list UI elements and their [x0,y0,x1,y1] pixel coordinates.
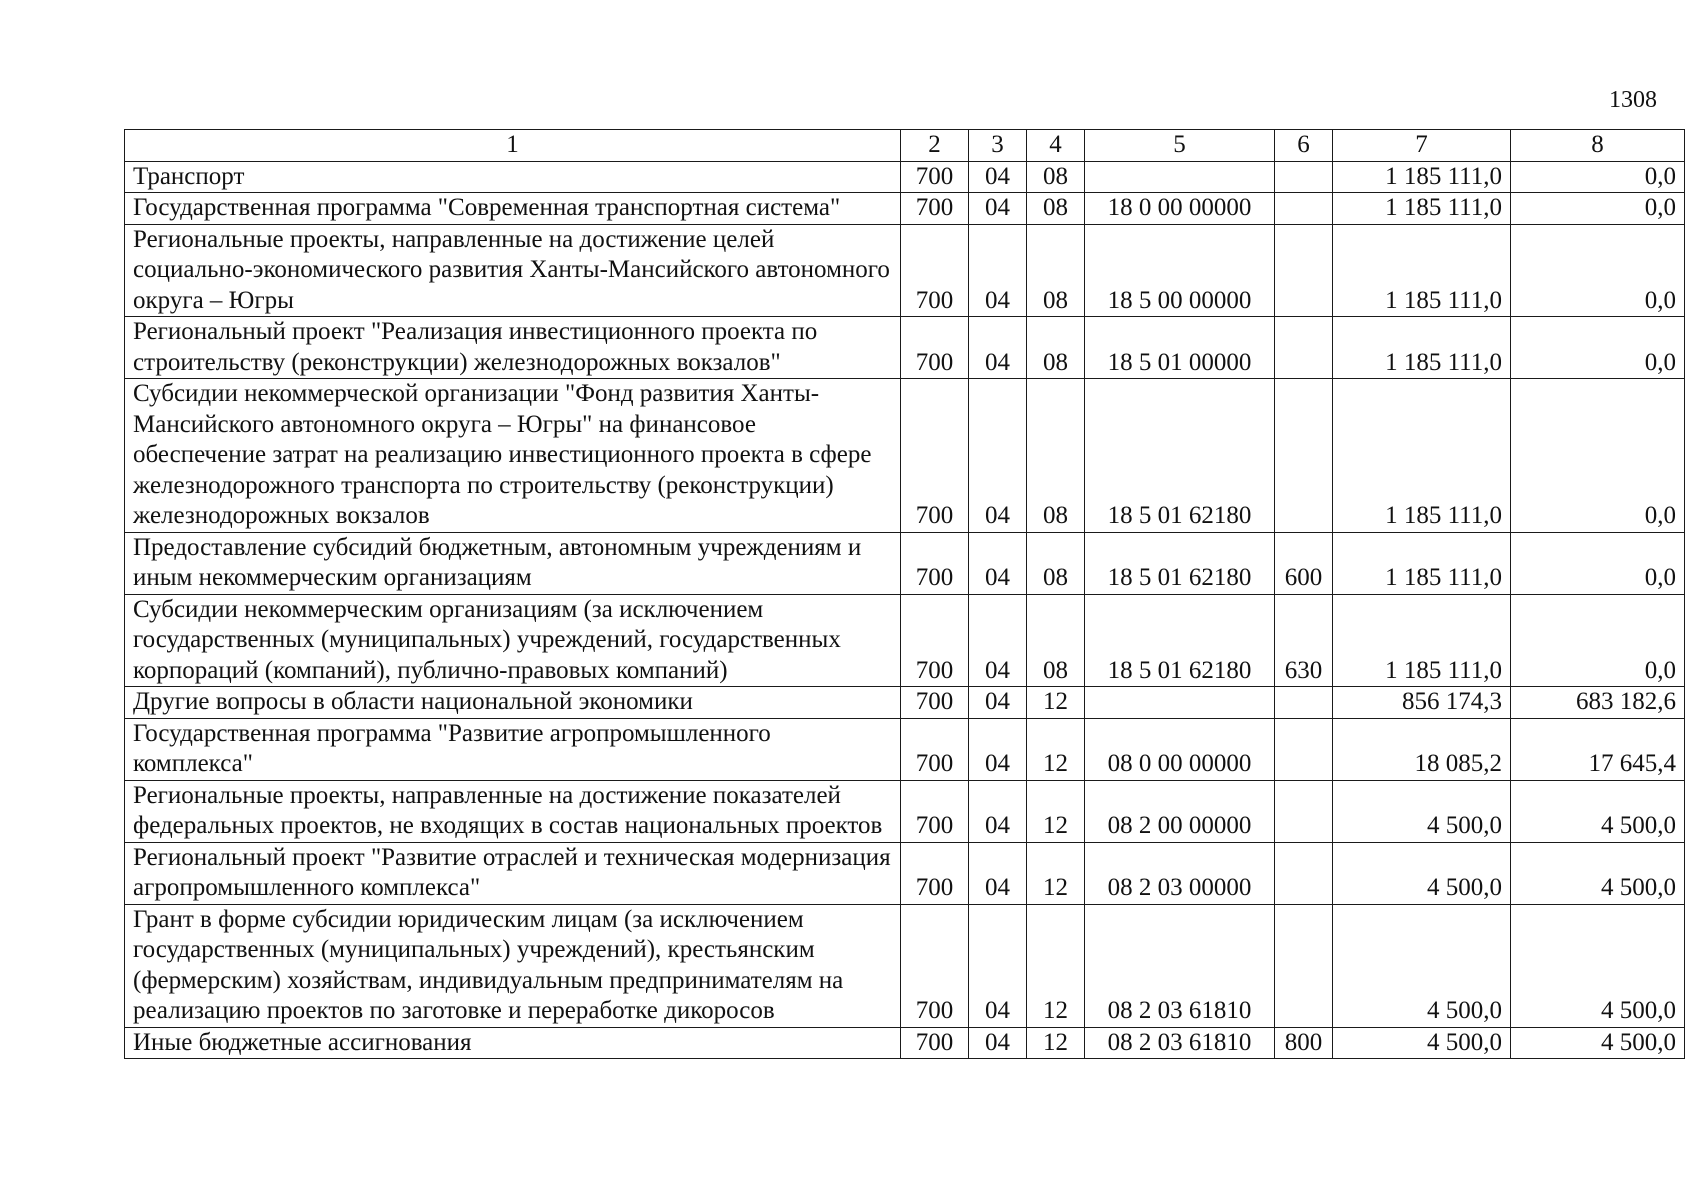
amount-col8-cell: 4 500,0 [1511,842,1685,904]
expense-name-cell: Субсидии некоммерческим организациям (за исключением государственных (муниципальных) учреждений, государственных корпораций (компаний), публично-правовых компаний) [125,594,901,687]
target-article-cell [1085,161,1275,193]
subsection-code-cell: 08 [1027,193,1085,225]
section-code-cell: 04 [969,532,1027,594]
section-code-cell: 04 [969,718,1027,780]
target-article-cell: 18 5 00 00000 [1085,224,1275,317]
section-code-cell: 04 [969,193,1027,225]
section-code-cell: 04 [969,842,1027,904]
ministry-code-cell: 700 [901,532,969,594]
amount-col8-cell: 4 500,0 [1511,1027,1685,1059]
target-article-cell: 18 0 00 00000 [1085,193,1275,225]
subsection-code-cell: 12 [1027,842,1085,904]
expense-name-cell: Государственная программа "Развитие агропромышленного комплекса" [125,718,901,780]
subsection-code-cell: 08 [1027,379,1085,533]
subsection-code-cell: 12 [1027,687,1085,719]
expense-name-cell: Региональные проекты, направленные на достижение целей социально-экономического развития Ханты-Мансийского автономного округа – Югры [125,224,901,317]
section-code-cell: 04 [969,224,1027,317]
ministry-code-cell: 700 [901,904,969,1027]
amount-col7-cell: 1 185 111,0 [1333,317,1511,379]
column-header-1: 1 [125,130,901,162]
amount-col8-cell: 17 645,4 [1511,718,1685,780]
table-row [125,532,1685,594]
column-header-3: 3 [969,130,1027,162]
table-row [125,687,1685,719]
target-article-cell: 08 2 03 61810 [1085,904,1275,1027]
amount-col8-cell: 0,0 [1511,594,1685,687]
table-row [125,594,1685,687]
table-row [125,842,1685,904]
expense-name-cell: Региональный проект "Реализация инвестиционного проекта по строительству (реконструкции) железнодорожных вокзалов" [125,317,901,379]
table-row [125,904,1685,1027]
target-article-cell: 18 5 01 62180 [1085,379,1275,533]
target-article-cell: 18 5 01 62180 [1085,594,1275,687]
expense-type-cell [1275,904,1333,1027]
expense-name-cell: Грант в форме субсидии юридическим лицам (за исключением государственных (муниципальных) учреждений), крестьянским (фермерским) хозяйствам, индивидуальным предпринимателям на реализацию проектов по заготовке и переработке дикоросов [125,904,901,1027]
ministry-code-cell: 700 [901,718,969,780]
expense-type-cell [1275,317,1333,379]
subsection-code-cell: 12 [1027,1027,1085,1059]
expense-type-cell: 630 [1275,594,1333,687]
column-header-5: 5 [1085,130,1275,162]
amount-col7-cell: 18 085,2 [1333,718,1511,780]
subsection-code-cell: 12 [1027,718,1085,780]
amount-col8-cell: 0,0 [1511,532,1685,594]
ministry-code-cell: 700 [901,780,969,842]
section-code-cell: 04 [969,687,1027,719]
ministry-code-cell: 700 [901,594,969,687]
expense-name-cell: Субсидии некоммерческой организации "Фонд развития Ханты-Мансийского автономного округа – Югры" на финансовое обеспечение затрат на реализацию инвестиционного проекта в сфере железнодорожного транспорта по строительству (реконструкции) железнодорожных вокзалов [125,379,901,533]
section-code-cell: 04 [969,594,1027,687]
column-header-4: 4 [1027,130,1085,162]
page-number: 1308 [1609,87,1657,113]
expense-type-cell [1275,718,1333,780]
ministry-code-cell: 700 [901,842,969,904]
subsection-code-cell: 12 [1027,904,1085,1027]
column-header-7: 7 [1333,130,1511,162]
target-article-cell: 08 2 03 00000 [1085,842,1275,904]
amount-col8-cell: 683 182,6 [1511,687,1685,719]
expense-type-cell [1275,224,1333,317]
amount-col8-cell: 0,0 [1511,193,1685,225]
amount-col8-cell: 0,0 [1511,379,1685,533]
subsection-code-cell: 08 [1027,317,1085,379]
subsection-code-cell: 12 [1027,780,1085,842]
table-row [125,193,1685,225]
expense-type-cell [1275,842,1333,904]
amount-col7-cell: 1 185 111,0 [1333,161,1511,193]
amount-col7-cell: 1 185 111,0 [1333,193,1511,225]
expense-type-cell: 600 [1275,532,1333,594]
amount-col7-cell: 1 185 111,0 [1333,224,1511,317]
expense-name-cell: Региональные проекты, направленные на достижение показателей федеральных проектов, не входящих в состав национальных проектов [125,780,901,842]
amount-col7-cell: 856 174,3 [1333,687,1511,719]
column-header-8: 8 [1511,130,1685,162]
ministry-code-cell: 700 [901,224,969,317]
expense-name-cell: Иные бюджетные ассигнования [125,1027,901,1059]
table-row [125,379,1685,533]
ministry-code-cell: 700 [901,1027,969,1059]
amount-col7-cell: 4 500,0 [1333,780,1511,842]
amount-col7-cell: 1 185 111,0 [1333,532,1511,594]
expense-name-cell: Предоставление субсидий бюджетным, автономным учреждениям и иным некоммерческим организациям [125,532,901,594]
section-code-cell: 04 [969,904,1027,1027]
ministry-code-cell: 700 [901,687,969,719]
amount-col7-cell: 4 500,0 [1333,904,1511,1027]
expense-type-cell [1275,687,1333,719]
amount-col7-cell: 4 500,0 [1333,1027,1511,1059]
amount-col8-cell: 0,0 [1511,161,1685,193]
ministry-code-cell: 700 [901,161,969,193]
amount-col8-cell: 0,0 [1511,317,1685,379]
expense-type-cell [1275,161,1333,193]
subsection-code-cell: 08 [1027,224,1085,317]
expense-name-cell: Транспорт [125,161,901,193]
ministry-code-cell: 700 [901,317,969,379]
expense-type-cell [1275,780,1333,842]
expense-type-cell: 800 [1275,1027,1333,1059]
table-header-row [125,130,1685,162]
expense-name-cell: Государственная программа "Современная транспортная система" [125,193,901,225]
amount-col8-cell: 0,0 [1511,224,1685,317]
table-row [125,1027,1685,1059]
expense-name-cell: Региональный проект "Развитие отраслей и техническая модернизация агропромышленного комплекса" [125,842,901,904]
target-article-cell: 08 0 00 00000 [1085,718,1275,780]
target-article-cell [1085,687,1275,719]
target-article-cell: 08 2 03 61810 [1085,1027,1275,1059]
section-code-cell: 04 [969,379,1027,533]
expense-type-cell [1275,193,1333,225]
subsection-code-cell: 08 [1027,594,1085,687]
section-code-cell: 04 [969,161,1027,193]
section-code-cell: 04 [969,1027,1027,1059]
target-article-cell: 18 5 01 00000 [1085,317,1275,379]
section-code-cell: 04 [969,317,1027,379]
amount-col7-cell: 1 185 111,0 [1333,379,1511,533]
column-header-6: 6 [1275,130,1333,162]
column-header-2: 2 [901,130,969,162]
table-body [125,161,1685,1059]
expense-type-cell [1275,379,1333,533]
amount-col7-cell: 1 185 111,0 [1333,594,1511,687]
table-row [125,718,1685,780]
ministry-code-cell: 700 [901,379,969,533]
section-code-cell: 04 [969,780,1027,842]
table-row [125,317,1685,379]
table-row [125,780,1685,842]
amount-col8-cell: 4 500,0 [1511,780,1685,842]
target-article-cell: 08 2 00 00000 [1085,780,1275,842]
subsection-code-cell: 08 [1027,161,1085,193]
table-row [125,224,1685,317]
budget-table [124,129,1685,1059]
amount-col8-cell: 4 500,0 [1511,904,1685,1027]
subsection-code-cell: 08 [1027,532,1085,594]
expense-name-cell: Другие вопросы в области национальной экономики [125,687,901,719]
ministry-code-cell: 700 [901,193,969,225]
target-article-cell: 18 5 01 62180 [1085,532,1275,594]
table-row [125,161,1685,193]
amount-col7-cell: 4 500,0 [1333,842,1511,904]
